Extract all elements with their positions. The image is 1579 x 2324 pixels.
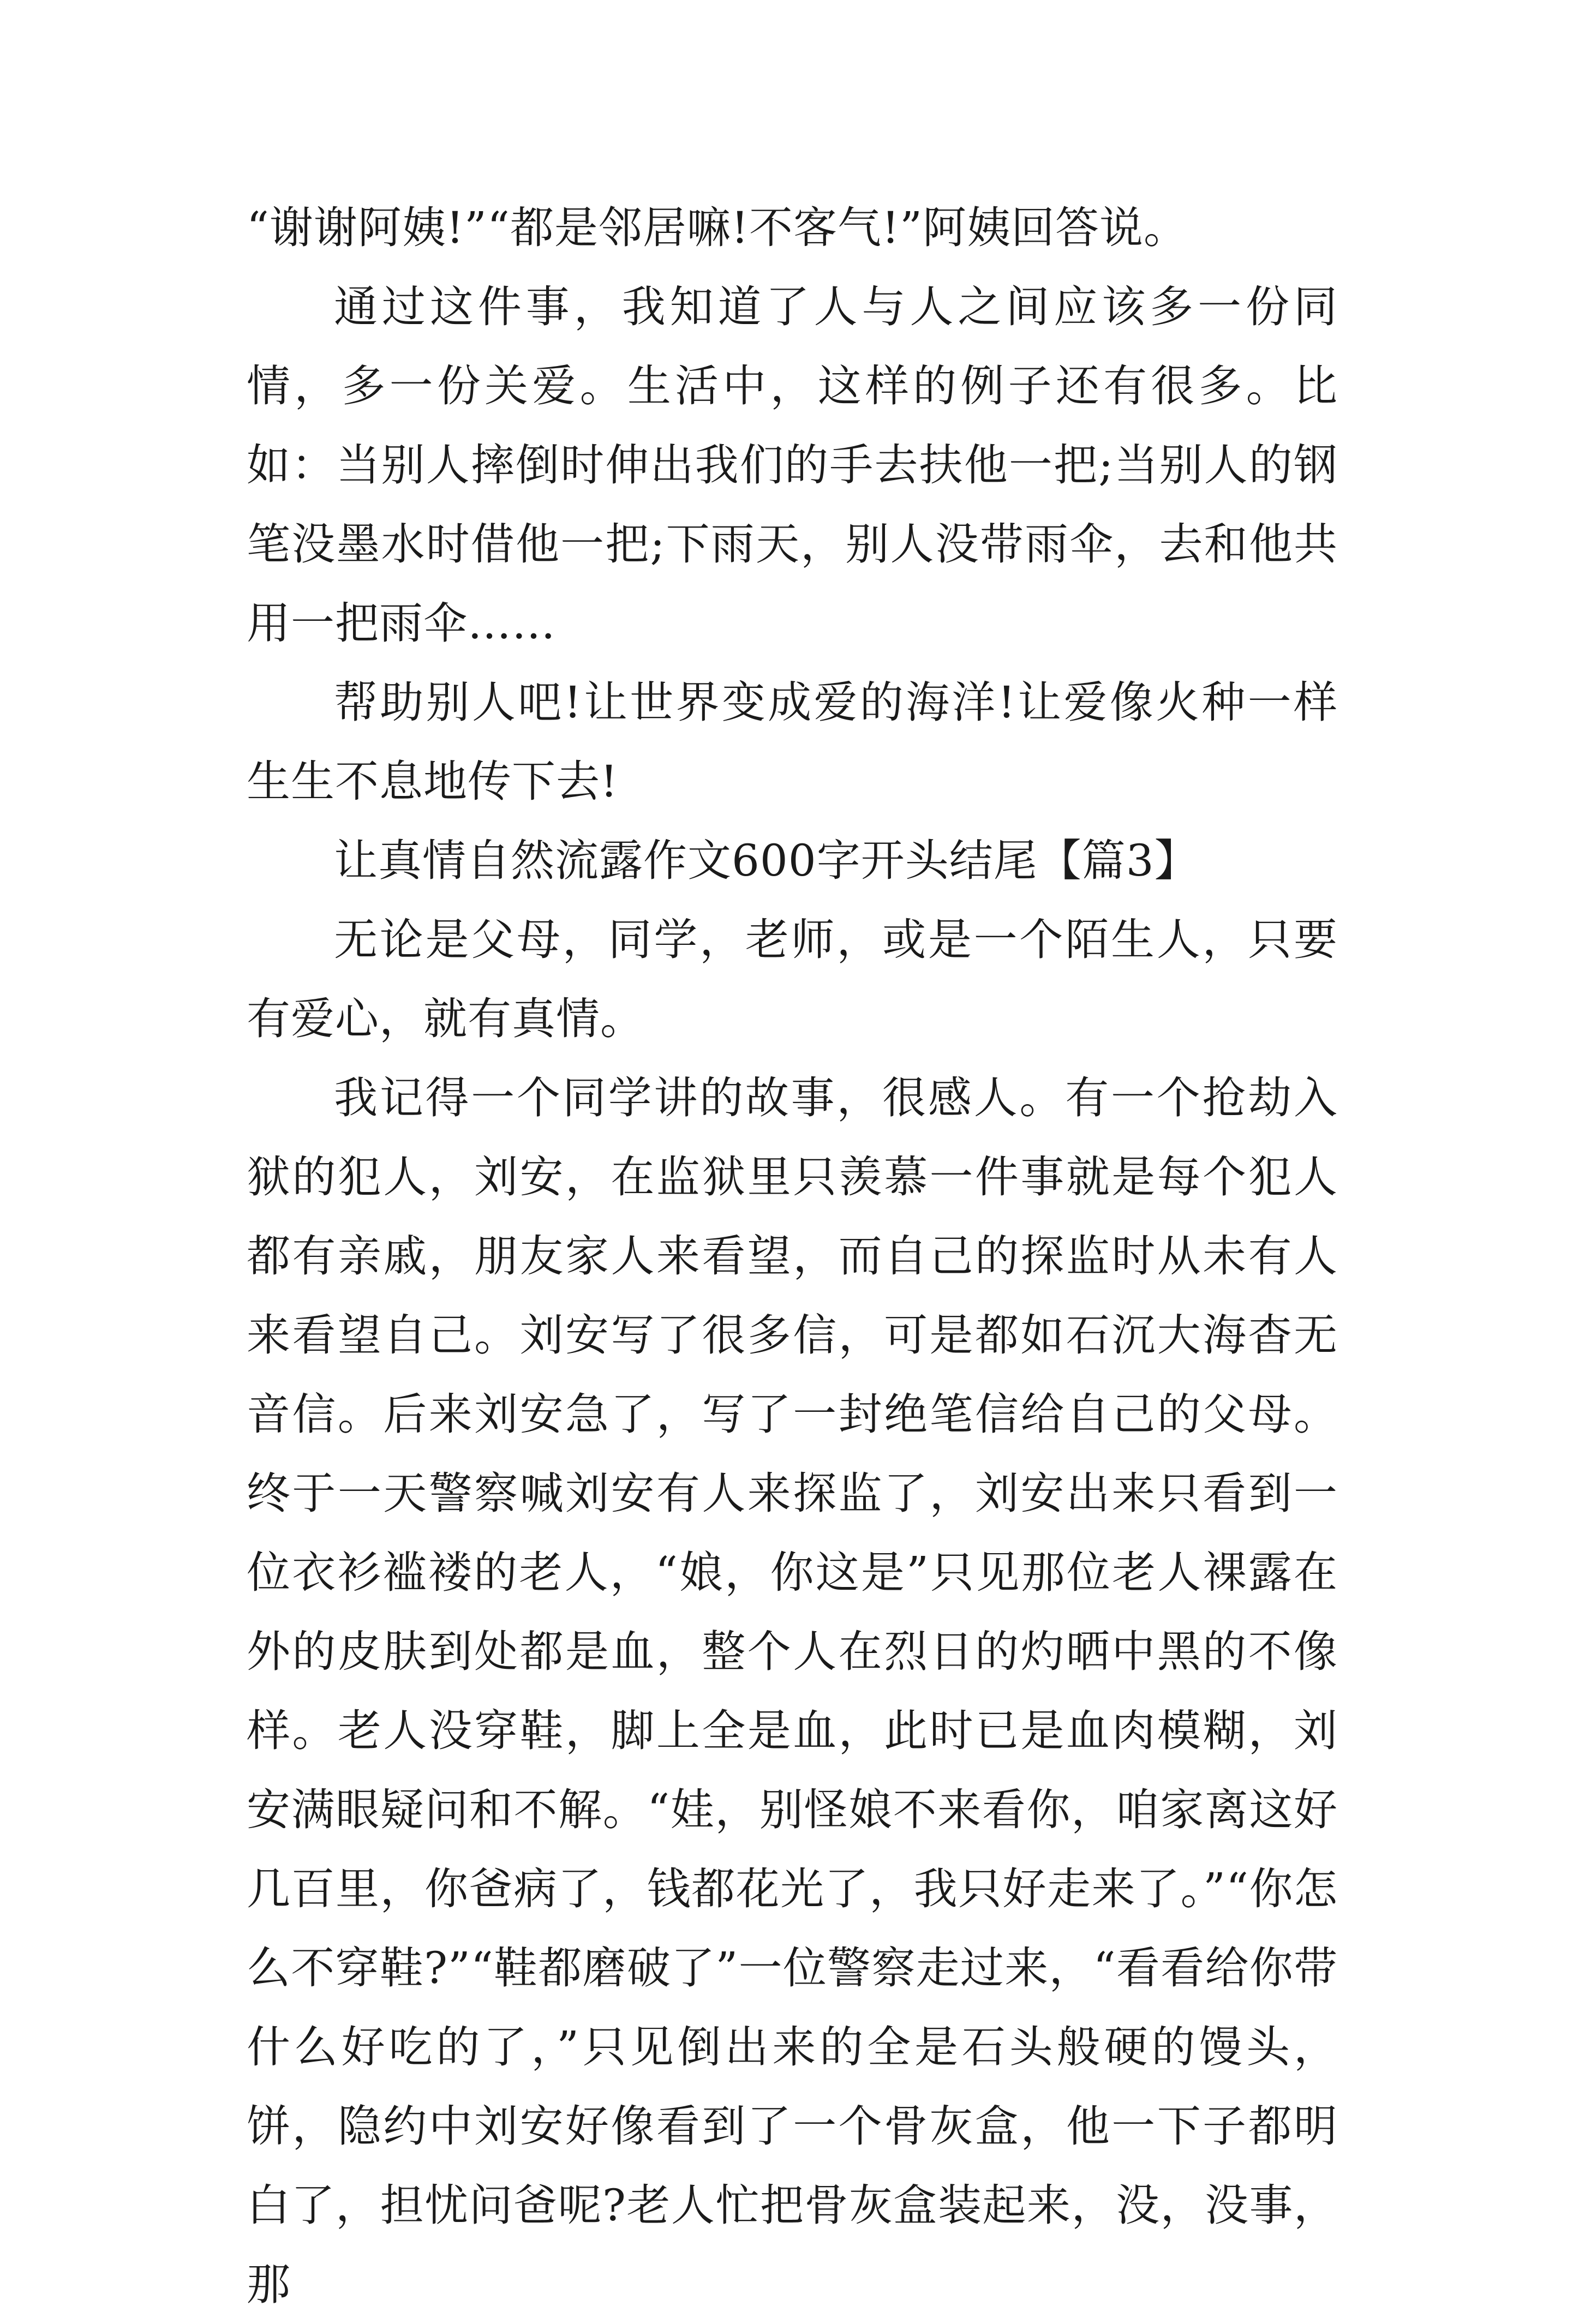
paragraph-thanks-dialogue: “谢谢阿姨!”“都是邻居嘛!不客气!”阿姨回答说。 <box>247 202 1188 253</box>
paragraph-call-to-action: 帮助别人吧!让世界变成爱的海洋!让爱像火种一样生生不息地传下去! <box>247 677 1338 807</box>
section-heading: 让真情自然流露作文600字开头结尾【篇3】 <box>334 835 1199 886</box>
document-body <box>247 188 1338 2324</box>
paragraph-intro: 无论是父母，同学，老师，或是一个陌生人，只要有爱心，就有真情。 <box>247 914 1338 1044</box>
paragraph-lesson: 通过这件事，我知道了人与人之间应该多一份同情，多一份关爱。生活中，这样的例子还有很多。比如：当别人摔倒时伸出我们的手去扶他一把;当别人的钢笔没墨水时借他一把;下雨天，别人没带雨伞，去和他共用一把雨伞…… <box>247 281 1338 649</box>
paragraph-story: 我记得一个同学讲的故事，很感人。有一个抢劫入狱的犯人，刘安，在监狱里只羡慕一件事就是每个犯人都有亲戚，朋友家人来看望，而自己的探监时从未有人来看望自己。刘安写了很多信，可是都如石沉大海杳无音信。后来刘安急了，写了一封绝笔信给自己的父母。终于一天警察喊刘安有人来探监了，刘安出来只看到一位衣衫褴褛的老人，“娘，你这是”只见那位老人裸露在外的皮肤到处都是血，整个人在烈日的灼晒中黑的不像样。老人没穿鞋，脚上全是血，此时已是血肉模糊，刘安满眼疑问和不解。“娃，别怪娘不来看你，咱家离这好几百里，你爸病了，钱都花光了，我只好走来了。”“你怎么不穿鞋?”“鞋都磨破了”一位警察走过来，“看看给你带什么好吃的了，”只见倒出来的全是石头般硬的馒头，饼，隐约中刘安好像看到了一个骨灰盒，他一下子都明白了，担忧问爸呢?老人忙把骨灰盒装起来，没，没事，那 <box>247 1073 1338 2310</box>
